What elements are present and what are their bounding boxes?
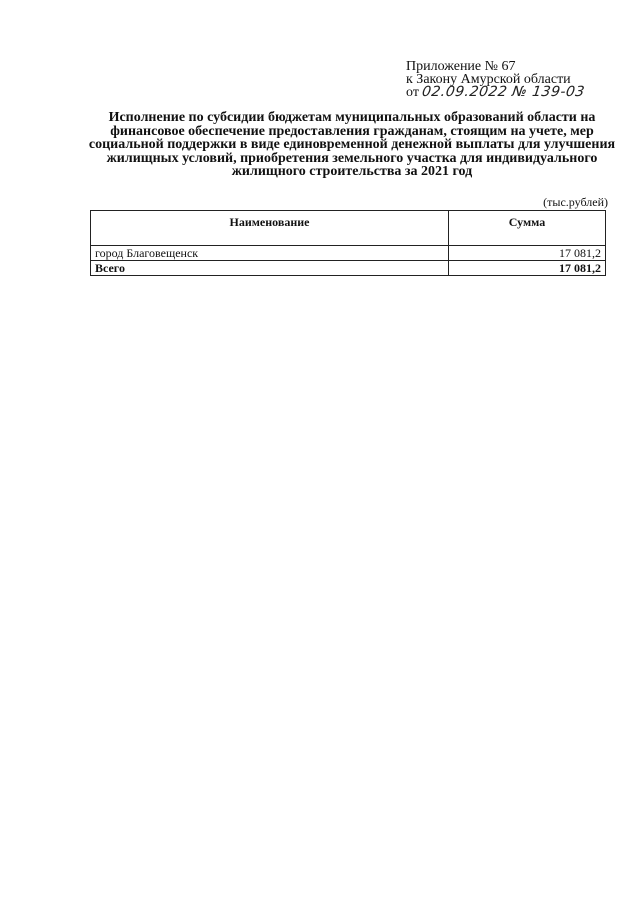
table-row	[91, 246, 606, 261]
appendix-header	[406, 60, 606, 99]
total-sum-cell: 17 081,2	[449, 261, 606, 276]
appendix-date-line	[406, 86, 606, 99]
appendix-date-prefix: от	[406, 85, 419, 100]
report-table	[90, 210, 606, 276]
column-header-sum: Сумма	[449, 211, 606, 246]
unit-label: (тыс.рублей)	[543, 195, 608, 209]
row-name-cell: город Благовещенск	[91, 246, 449, 261]
handwritten-date-number: 02.09.2022 № 139-03	[421, 84, 587, 100]
row-sum-cell: 17 081,2	[449, 246, 606, 261]
table-header-row	[91, 211, 606, 246]
table-total-row	[91, 261, 606, 276]
appendix-law-reference: к Закону Амурской области	[406, 72, 571, 87]
document-title: Исполнение по субсидии бюджетам муниципальных образований области на финансовое обеспечение предоставления гражданам, стоящим на учете, мер социальной поддержки в виде единовременной денежной выплаты для улучшения жилищных условий, приобретения земельного участка для индивидуального жилищного строительства за 2021 год	[88, 110, 616, 179]
column-header-name: Наименование	[91, 211, 449, 246]
appendix-number: Приложение № 67	[406, 59, 516, 74]
total-name-cell: Всего	[91, 261, 449, 276]
